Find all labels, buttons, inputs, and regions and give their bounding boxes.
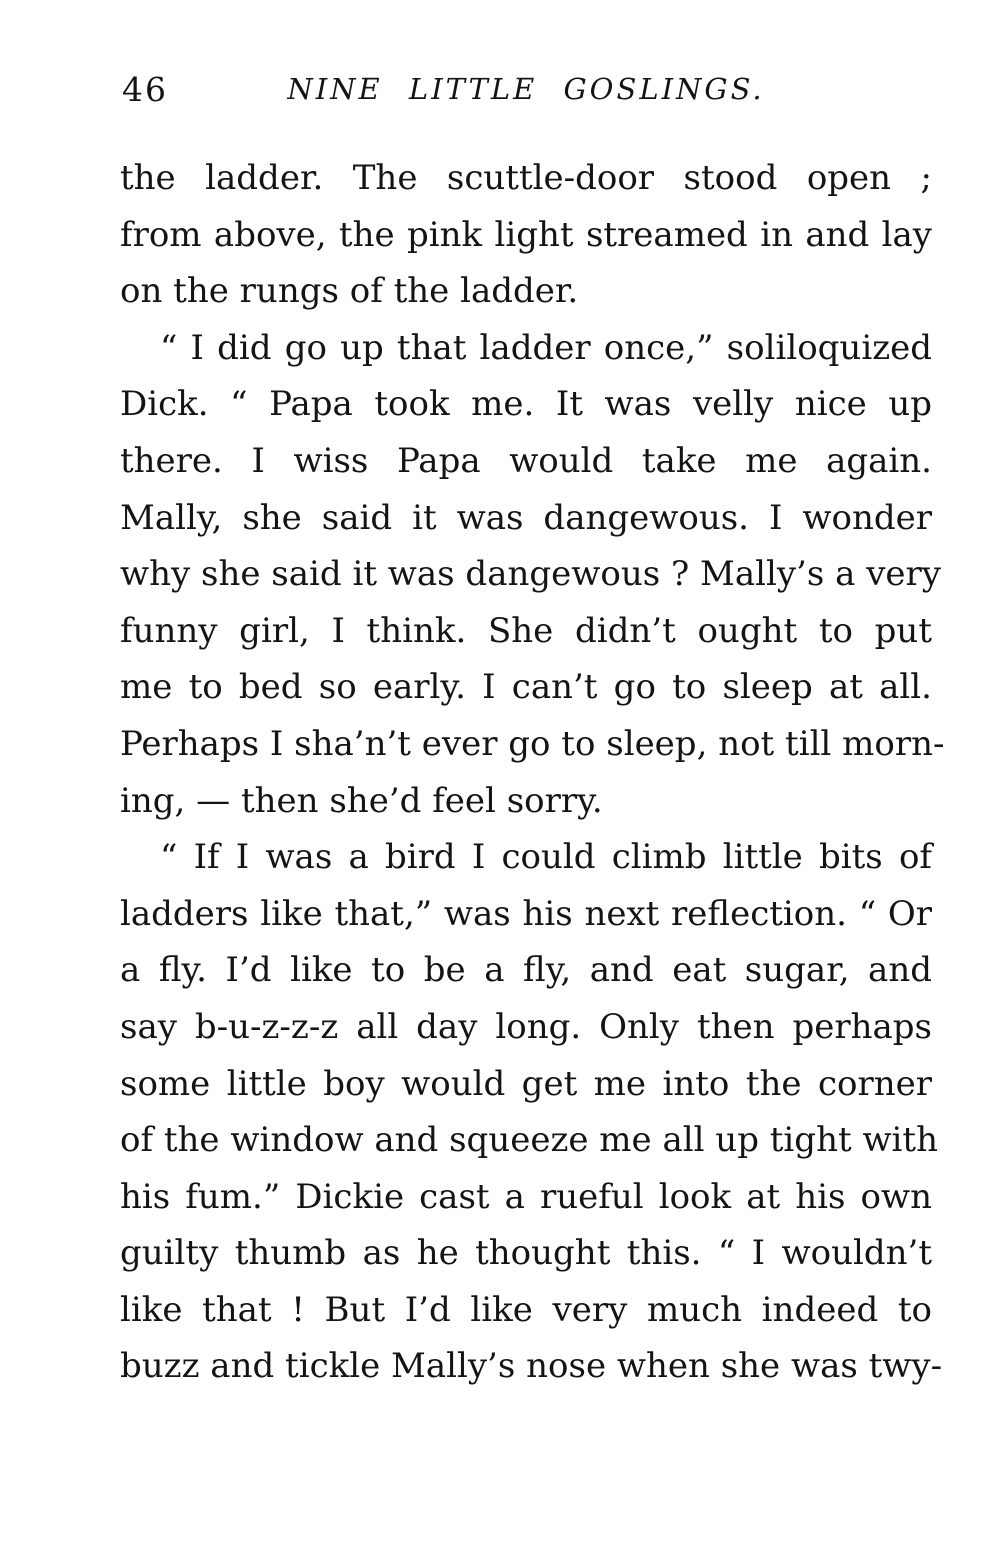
text-line: on the rungs of the ladder. <box>120 271 579 312</box>
text-line: Dick. “ Papa took me. It was velly nice up <box>120 384 932 425</box>
text-line: his fum.” Dickie cast a rueful look at his own <box>120 1176 932 1217</box>
page-number: 46 <box>122 70 168 109</box>
text-line: ladders like that,” was his next reflection. “ Or <box>120 893 932 934</box>
text-line: there. I wiss Papa would take me again. <box>120 440 932 481</box>
running-head <box>120 70 932 110</box>
text-line: say b-u-z-z-z all day long. Only then perhaps <box>120 1006 932 1047</box>
text-line: buzz and tickle Mally’s nose when she was twy- <box>120 1346 943 1387</box>
text-line: like that ! But I’d like very much indeed to <box>120 1289 932 1330</box>
text-line: Mally, she said it was dangewous. I wonder <box>120 497 932 538</box>
text-line: ing, — then she’d feel sorry. <box>120 780 603 821</box>
text-block <box>120 150 945 1395</box>
text-line: me to bed so early. I can’t go to sleep at all. <box>120 667 932 708</box>
text-line: why she said it was dangewous ? Mally’s a very <box>120 554 941 595</box>
paragraph-1 <box>120 150 932 320</box>
text-line: “ If I was a bird I could climb little bits of <box>160 837 932 878</box>
text-line: guilty thumb as he thought this. “ I wouldn’t <box>120 1233 932 1274</box>
text-line: funny girl, I think. She didn’t ought to put <box>120 610 932 651</box>
text-line: Perhaps I sha’n’t ever go to sleep, not till morn- <box>120 723 945 764</box>
text-line: of the window and squeeze me all up tight with <box>120 1120 938 1161</box>
text-line: some little boy would get me into the corner <box>120 1063 932 1104</box>
text-line: the ladder. The scuttle-door stood open ; <box>120 158 932 198</box>
paragraph-3 <box>120 829 943 1395</box>
text-line: a fly. I’d like to be a fly, and eat sugar, and <box>120 950 932 991</box>
text-line: “ I did go up that ladder once,” soliloquized <box>160 327 932 368</box>
text-line: from above, the pink light streamed in and lay <box>120 214 932 255</box>
paragraph-2 <box>120 320 945 829</box>
running-title: NINE LITTLE GOSLINGS. <box>287 72 765 106</box>
